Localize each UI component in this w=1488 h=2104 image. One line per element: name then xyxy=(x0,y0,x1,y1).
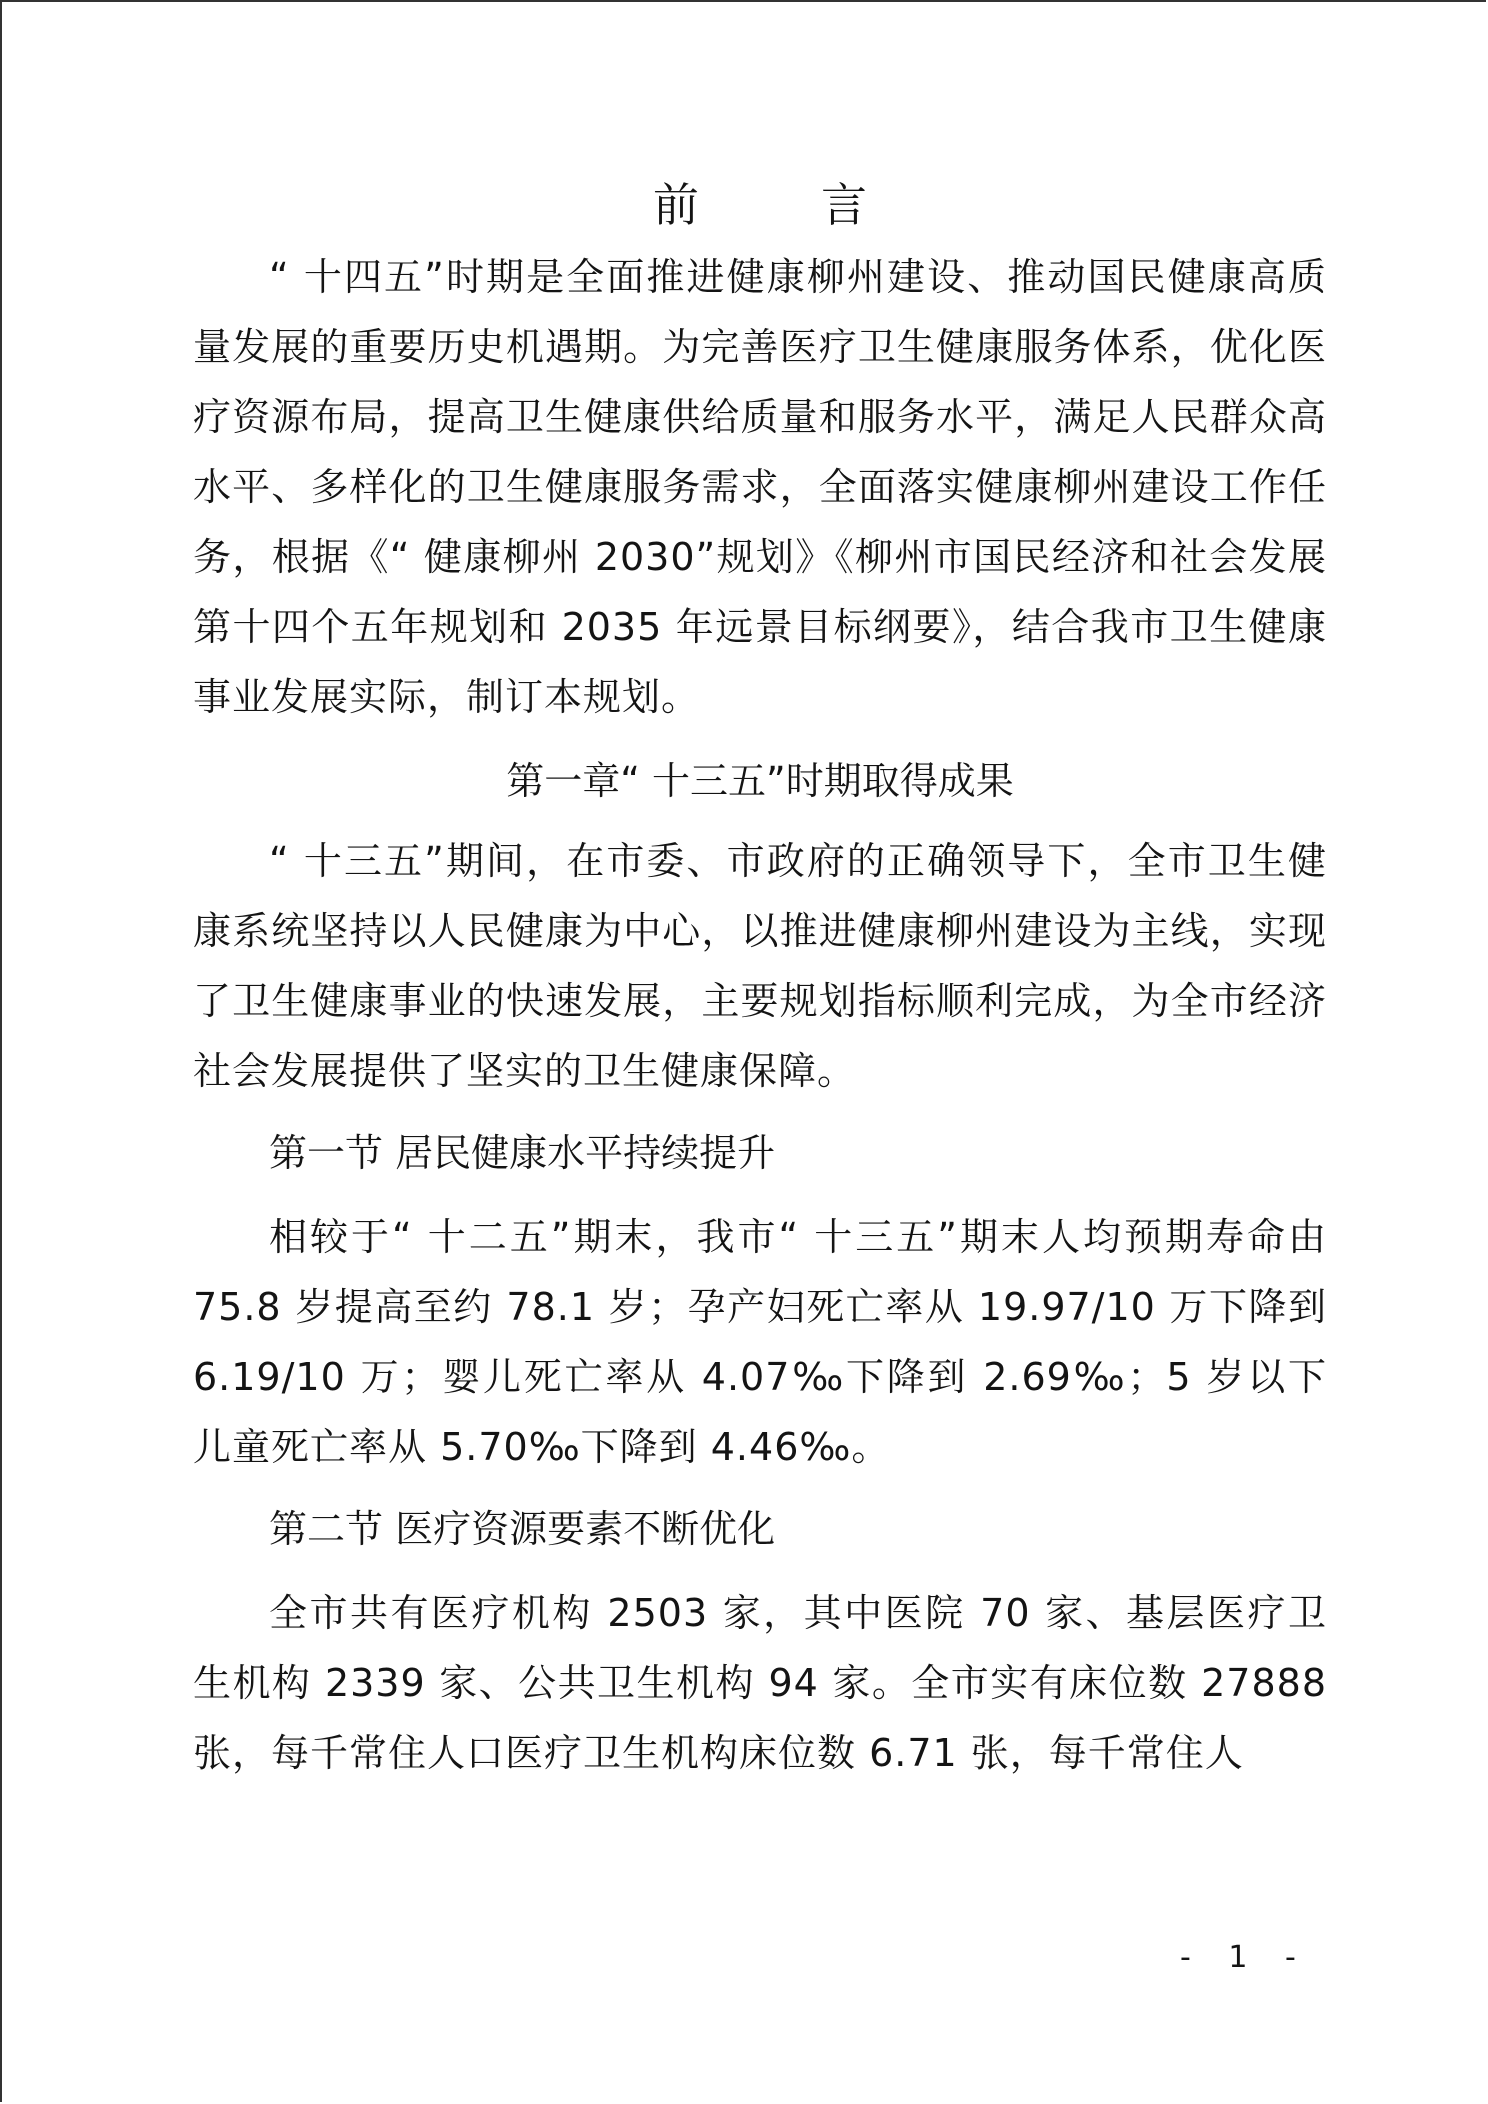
chapter-heading: 第一章“ 十三五”时期取得成果 xyxy=(506,759,1014,803)
section-heading-2: 第二节 医疗资源要素不断优化 xyxy=(269,1507,776,1551)
section-2-paragraph: 全市共有医疗机构 2503 家，其中医院 70 家、基层医疗卫生机构 2339 家、公共卫生机构 94 家。全市实有床位数 27888 张，每千常住人口医疗卫生机构床位数 6.71 张，每千常住人 xyxy=(193,1591,1327,1775)
document-body xyxy=(193,168,1327,1788)
chapter-intro-paragraph: “ 十三五”期间，在市委、市政府的正确领导下，全市卫生健康系统坚持以人民健康为中心，以推进健康柳州建设为主线，实现了卫生健康事业的快速发展，主要规划指标顺利完成，为全市经济社会发展提供了坚实的卫生健康保障。 xyxy=(193,839,1327,1093)
preface-title: 前 言 xyxy=(653,178,905,232)
section-1-paragraph: 相较于“ 十二五”期末，我市“ 十三五”期末人均预期寿命由 75.8 岁提高至约 78.1 岁；孕产妇死亡率从 19.97/10 万下降到 6.19/10 万；婴儿死亡率从 4.07‰下降到 2.69‰；5 岁以下儿童死亡率从 5.70‰下降到 4.46‰。 xyxy=(193,1215,1327,1469)
page-number: - 1 - xyxy=(1180,1940,1310,1975)
preface-paragraph: “ 十四五”时期是全面推进健康柳州建设、推动国民健康高质量发展的重要历史机遇期。为完善医疗卫生健康服务体系，优化医疗资源布局，提高卫生健康供给质量和服务水平，满足人民群众高水平、多样化的卫生健康服务需求，全面落实健康柳州建设工作任务，根据《“ 健康柳州 2030”规划》《柳州市国民经济和社会发展第十四个五年规划和 2035 年远景目标纲要》，结合我市卫生健康事业发展实际，制订本规划。 xyxy=(193,255,1327,719)
section-heading-1: 第一节 居民健康水平持续提升 xyxy=(269,1131,776,1175)
